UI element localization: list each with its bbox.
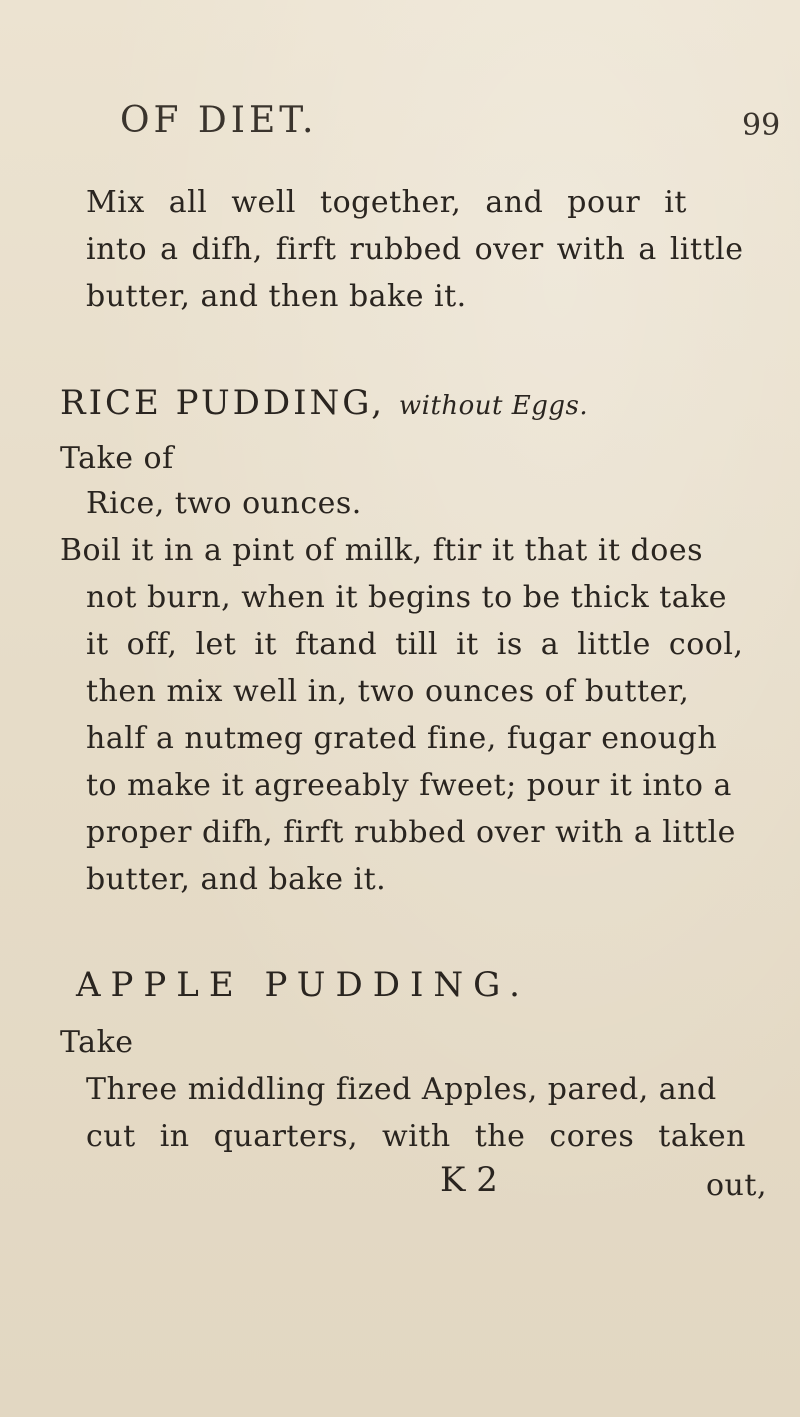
signature-mark: K 2	[440, 1160, 498, 1200]
text-line: it off, let it ftand till it is a little cool,	[86, 627, 744, 662]
section-heading-apple: APPLE PUDDING.	[76, 965, 530, 1005]
take-label: Take	[60, 1025, 134, 1060]
text-line: proper difh, firft rubbed over with a little	[86, 815, 736, 850]
text-line: butter, and bake it.	[86, 862, 387, 897]
text-line: cut in quarters, with the cores taken	[86, 1119, 746, 1154]
text-line: to make it agreeably fweet; pour it into a	[86, 768, 732, 803]
text-line: then mix well in, two ounces of butter,	[86, 674, 690, 709]
text-line: Boil it in a pint of milk, ftir it that it does	[60, 533, 703, 568]
heading-main: RICE PUDDING,	[60, 383, 386, 423]
text-line: into a difh, firft rubbed over with a little	[86, 232, 744, 267]
ingredient-line: Rice, two ounces.	[86, 486, 362, 521]
heading-qualifier: without Eggs.	[398, 391, 589, 421]
text-line: butter, and then bake it.	[86, 279, 467, 314]
text-line: half a nutmeg grated fine, fugar enough	[86, 721, 718, 756]
page-number: 99	[742, 108, 781, 143]
section-heading-rice	[60, 383, 588, 423]
take-label: Take of	[60, 441, 174, 476]
catchword: out,	[706, 1168, 767, 1203]
text-line: Three middling fized Apples, pared, and	[86, 1072, 717, 1107]
text-line: not burn, when it begins to be thick take	[86, 580, 728, 615]
running-head: OF DIET.	[120, 100, 318, 141]
text-line: Mix all well together, and pour it	[86, 185, 687, 220]
